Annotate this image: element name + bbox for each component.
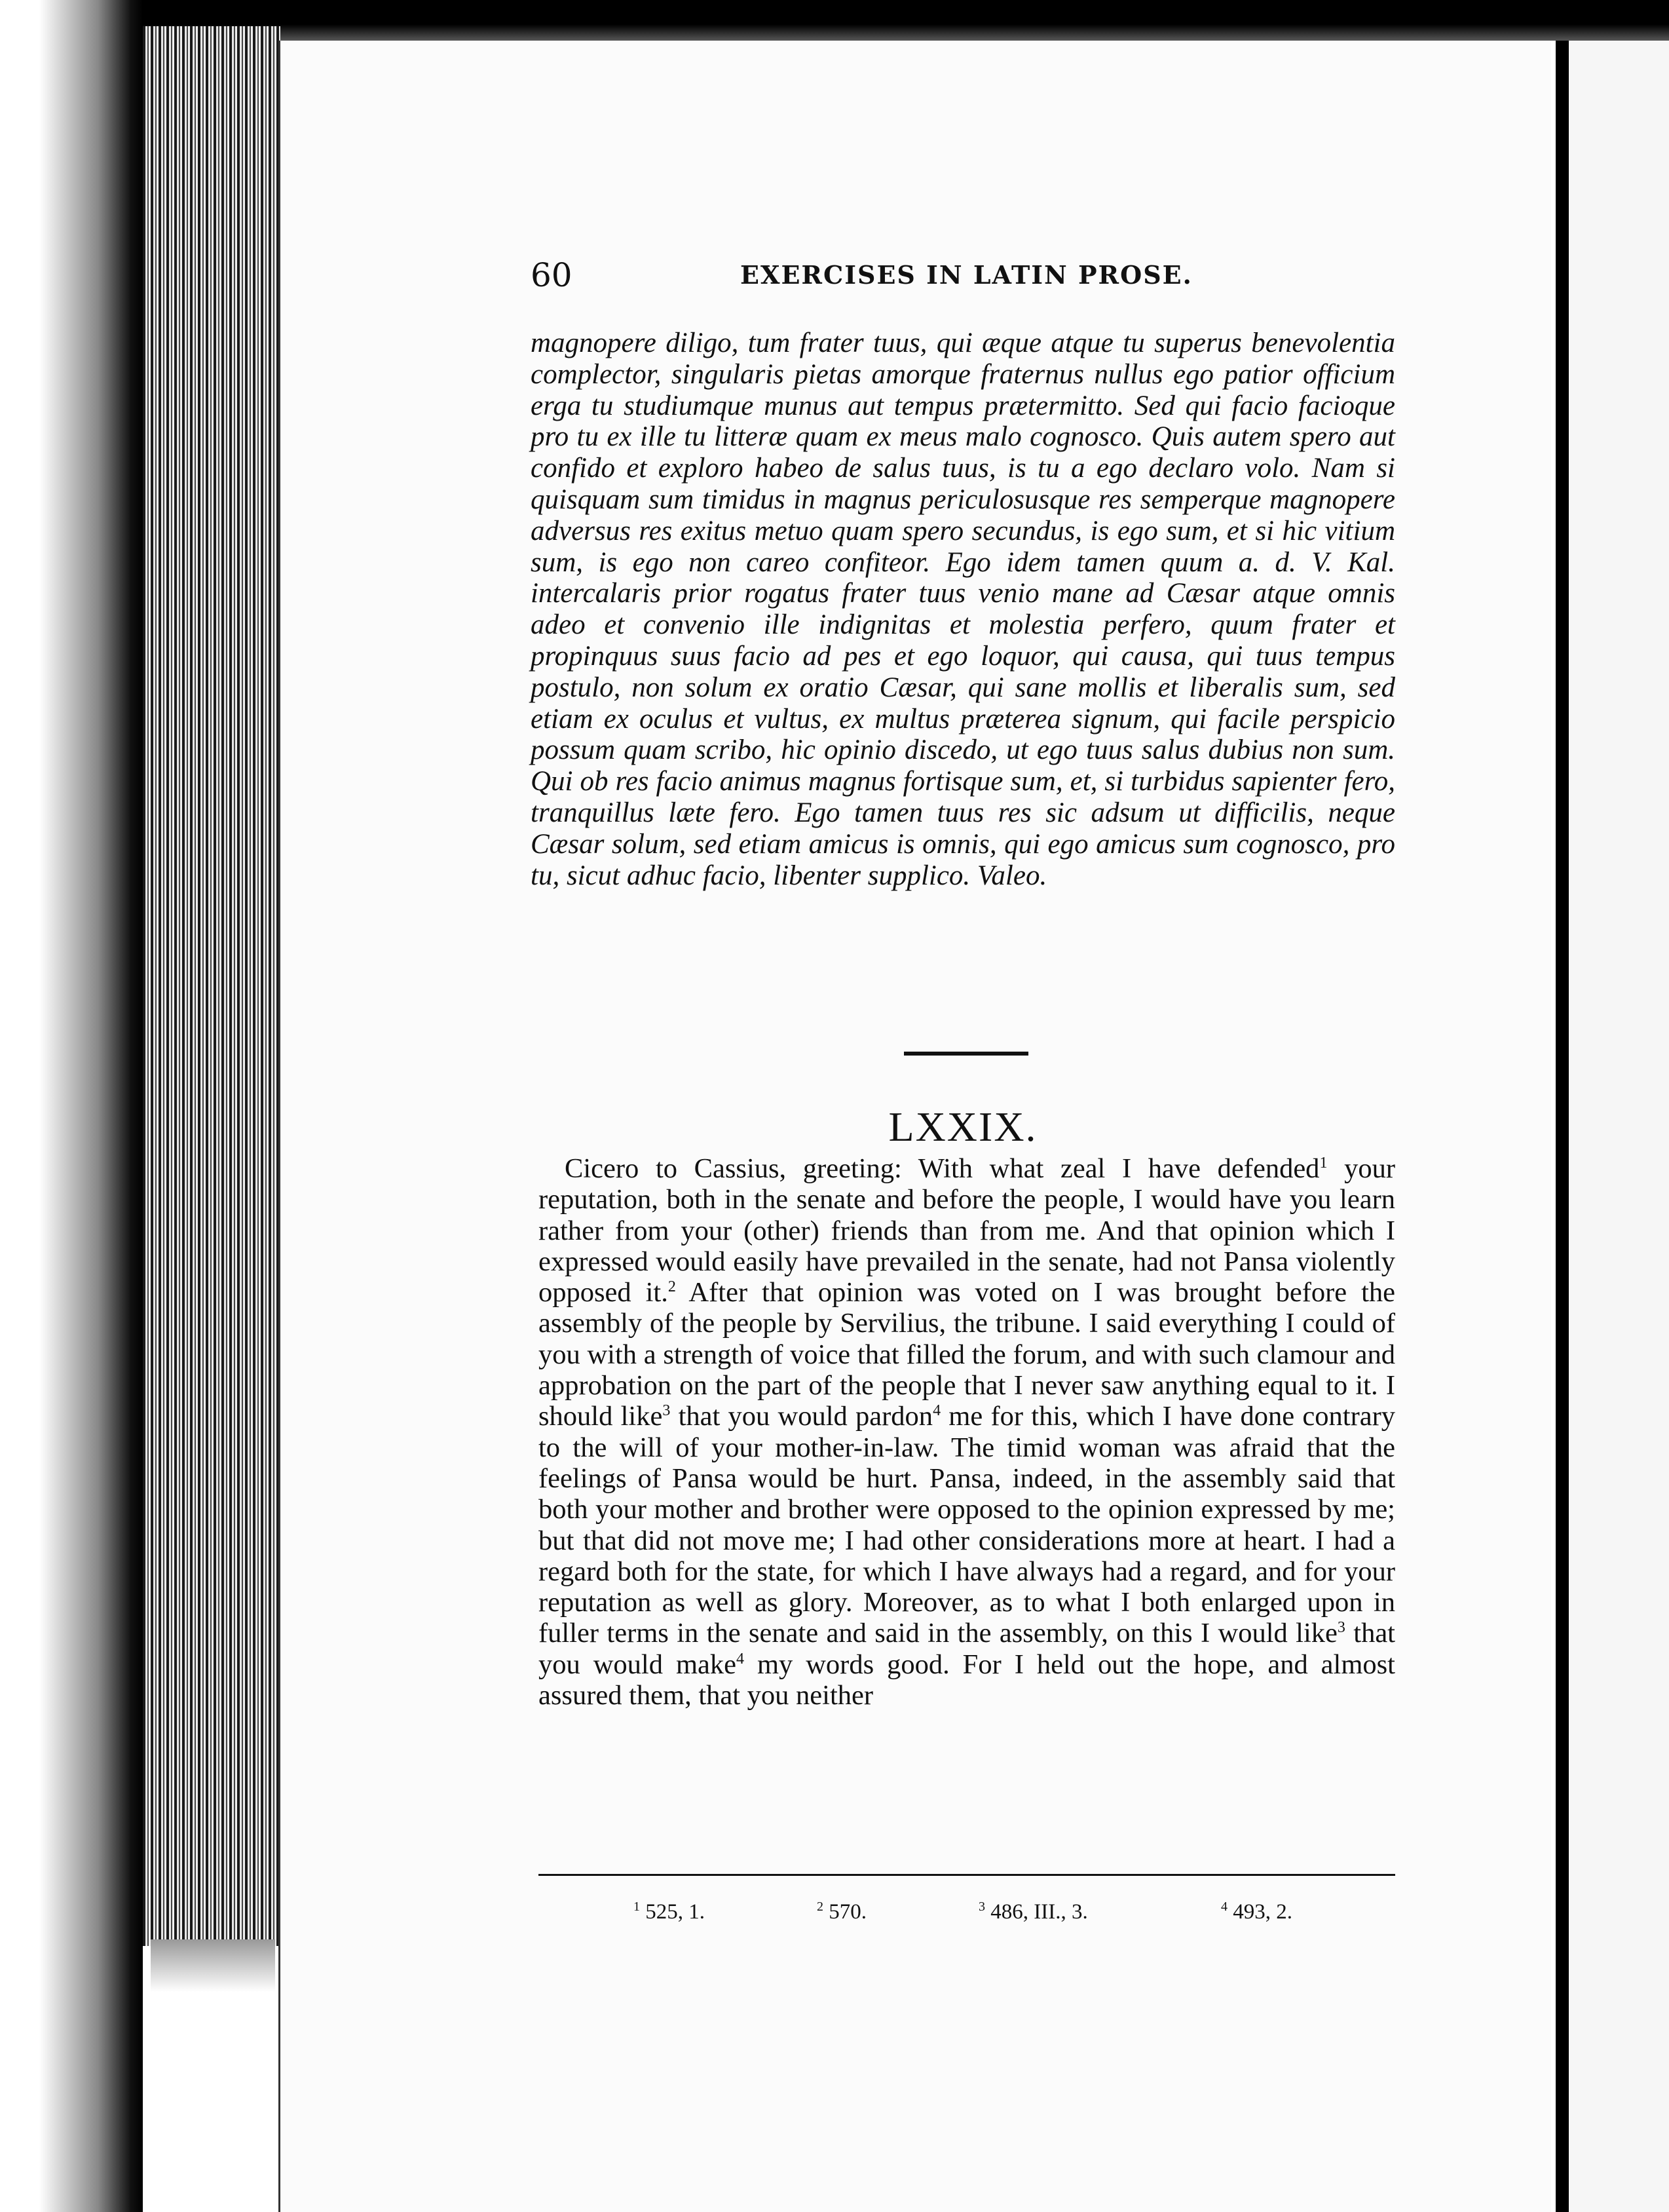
footnote-ref: 4	[933, 1402, 941, 1420]
english-text-segment: that you would make	[538, 1618, 1395, 1680]
footnote-ref: 1	[1319, 1154, 1328, 1172]
footnote-ref: 3	[662, 1402, 671, 1420]
footnote-mark: 2	[817, 1899, 823, 1914]
footnote-rule	[538, 1874, 1395, 1876]
footnote-ref: 3	[1337, 1619, 1345, 1637]
latin-exercise-text: magnopere diligo, tum frater tuus, qui æque atque tu superus benevolentia complector, singularis pietas amorque fraternus nullus ego patior officium erga tu studiumque munus aut tempus prætermitto. Sed qui facio facioque pro tu ex ille tu litteræ quam ex meus malo cognosco. Quis autem spero aut confido et exploro habeo de salus tuus, is tu a ego declaro volo. Nam si quisquam sum timidus in magnus periculosusque res semperque magnopere adversus res exitus metuo quam spero secundus, is ego sum, et si hic vitium sum, is ego non careo confiteor. Ego idem tamen quum a. d. V. Kal. intercalaris prior rogatus frater tuus venio mane ad Cæsar atque omnis adeo et convenio ille indignitas et molestia perfero, quum frater et propinquus suus facio ad pes et ego loquor, qui causa, qui tuus tempus postulo, non solum ex oratio Cæsar, qui sane mollis et liberalis sum, sed etiam ex oculus et vultus, ex multus præterea signum, qui facile perspicio possum quam scribo, hic opinio discedo, ut ego tuus salus dubius non sum. Qui ob res facio animus magnus fortisque sum, et, si turbidus sapienter fero, tranquillus læte fero. Ego tamen tuus res sic adsum ut difficilis, neque Cæsar solum, sed etiam amicus is omnis, qui ego amicus sum cognosco, pro tu, sicut adhuc facio, libenter supplico. Valeo.	[531, 328, 1395, 891]
footnote-ref: 4	[736, 1650, 744, 1668]
facing-page-gutter	[1556, 41, 1569, 2212]
page-edges	[143, 26, 280, 1946]
footnote-text: 525, 1.	[645, 1900, 705, 1924]
footnote-mark: 1	[633, 1899, 640, 1914]
page-number: 60	[531, 256, 572, 294]
footnote-text: 486, III., 3.	[990, 1900, 1088, 1924]
footnote-ref: 2	[667, 1278, 676, 1296]
english-text-segment: your reputation, both in the senate and before the people, I would have you learn rather from your (other) friends than from me. And that opinion which I expressed would easily have prevailed in the senate, had not Pansa violently opposed it.	[538, 1153, 1395, 1308]
english-text-segment: After that opinion was voted on I was brought before the assembly of the people by Servilius, the tribune. I said everything I could of you with a strength of voice that filled the forum, and with such clamour and approbation on the part of the people that I never saw anything equal to it. I should like	[538, 1277, 1395, 1432]
english-text-segment: that you would pardon	[670, 1401, 933, 1432]
footnote-mark: 4	[1221, 1899, 1228, 1914]
footnote-item	[633, 1890, 705, 1928]
footnote-item	[979, 1890, 1088, 1928]
english-text-segment: my words good. For I held out the hope, and almost assured them, that you neither	[538, 1649, 1395, 1711]
english-exercise-text	[538, 1153, 1395, 1711]
running-head: EXERCISES IN LATIN PROSE.	[740, 260, 1193, 290]
section-divider	[904, 1052, 1028, 1056]
page-edges-bottom	[151, 1939, 275, 1992]
facing-page-strip	[1569, 41, 1669, 2212]
footnotes	[538, 1890, 1395, 1923]
footnote-text: 493, 2.	[1233, 1900, 1292, 1924]
footnote-text: 570.	[829, 1900, 867, 1924]
footnote-mark: 3	[979, 1899, 985, 1914]
english-text-segment: Cicero to Cassius, greeting: With what zeal I have defended	[565, 1153, 1320, 1184]
footnote-item	[817, 1890, 867, 1928]
section-title: LXXIX.	[888, 1103, 1038, 1150]
english-text-segment: me for this, which I have done contrary to the will of your mother-in-law. The timid woman was afraid that the feelings of Pansa would be hurt. Pansa, indeed, in the assembly said that both your mother and brother were opposed to the opinion expressed by me; but that did not move me; I had other considerations more at heart. I had a regard both for the state, for which I have always had a regard, and for your reputation as well as glory. Moreover, as to what I both enlarged upon in fuller terms in the senate and said in the assembly, on this I would like	[538, 1401, 1395, 1649]
scan-left-shadow	[0, 0, 143, 2212]
page-header	[531, 252, 1395, 298]
footnote-item	[1221, 1890, 1292, 1928]
